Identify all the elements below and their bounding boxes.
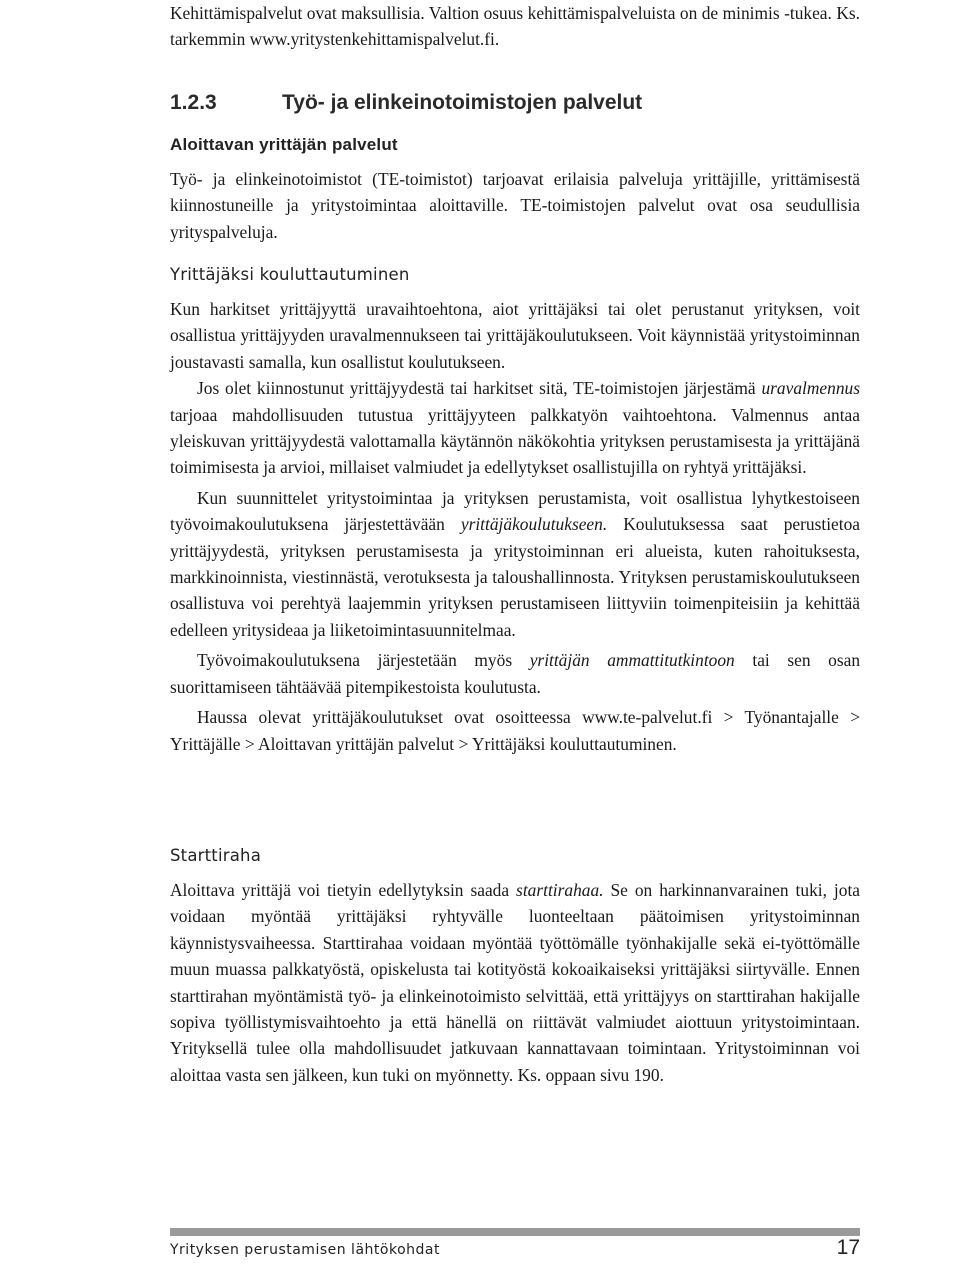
paragraph: Haussa olevat yrittäjäkoulutukset ovat osoitteessa www.te-palvelut.fi > Työnantajalle > Yrittäjälle > Aloittavan yrittäjän palvelut > Yrittäjäksi kouluttautuminen. xyxy=(170,707,860,754)
paragraph: Työvoimakoulutuksena järjestetään myös yrittäjän ammattitutkintoon tai sen osan suorittamiseen tähtäävää pitempikestoista koulutusta. xyxy=(170,650,861,697)
chapter-heading xyxy=(170,88,860,118)
paragraph: Kun suunnittelet yritystoimintaa ja yrityksen perustamista, voit osallistua lyhytkestoiseen työvoimakoulutuksena järjestettävään yrittäjäkoulutukseen. Koulutuksessa saat perustietoa yrittäjyydestä, yrityksen perustamisesta ja yritystoiminnan eri alueista, kuten rahoituksesta, markkinoinnista, viestinnästä, verotuksesta ja taloushallinnosta. Yrityksen perustamiskoulutukseen osallistuva voi perehtyä laajemmin yrityksen perustamiseen liittyviin toimenpiteisiin ja kehittää edelleen yritysideaa ja liiketoimintasuunnitelmaa. xyxy=(170,487,860,640)
section-heading: Starttiraha xyxy=(170,846,262,865)
section-aloittavan xyxy=(170,132,860,245)
chapter-number: 1.2.3 xyxy=(170,91,217,114)
paragraph: Kun harkitset yrittäjyyttä uravaihtoehtona, aiot yrittäjäksi tai olet perustanut yrityksen, voit osallistua yrittäjyyden uravalmennukseen tai yrittäjäkoulutukseen. Voit käynnistää yritystoiminnan joustavasti samalla, kun osallistut koulutukseen. xyxy=(170,299,860,372)
intro-text: Kehittämispalvelut ovat maksullisia. Valtion osuus kehittämispalveluista on de minimis -tukea. Ks. tarkemmin www.yritystenkehittamispalvelut.fi. xyxy=(170,3,860,50)
footer-rule xyxy=(170,1228,860,1236)
section-paragraph: Työ- ja elinkeinotoimistot (TE-toimistot) tarjoavat erilaisia palveluja yrittäjille, yrittämisestä kiinnostuneille ja yritystoimintaa aloittaville. TE-toimistojen palvelut ovat osa seudullisia yrityspalveluja. xyxy=(170,169,860,242)
emphasis: uravalmennus xyxy=(761,378,860,399)
section-starttiraha xyxy=(170,843,860,1088)
section-heading: Aloittavan yrittäjän palvelut xyxy=(170,135,398,154)
emphasis: yrittäjäkoulutukseen. xyxy=(460,514,608,535)
page-number: 17 xyxy=(836,1236,860,1259)
paragraph: Jos olet kiinnostunut yrittäjyydestä tai harkitset sitä, TE-toimistojen järjestämä uravalmennus tarjoaa mahdollisuuden tutustua yrittäjyyteen palkkatyön vaihtoehtona. Valmennus antaa yleiskuvan yrittäjyydestä valottamalla käytännön näkökohtia yrityksen perustamisesta ja yrittäjänä toimimisesta ja arvioi, millaiset valmiudet ja edellytykset osallistujilla on ryhtyä yrittäjäksi. xyxy=(170,378,860,478)
section-heading: Yrittäjäksi kouluttautuminen xyxy=(170,265,410,284)
section-kouluttautuminen xyxy=(170,262,860,757)
emphasis: starttirahaa. xyxy=(516,880,604,900)
intro-paragraph xyxy=(170,0,860,53)
paragraph: Aloittava yrittäjä voi tietyin edellytyksin saada starttirahaa. Se on harkinnanvarainen tuki, jota voidaan myöntää yrittäjäksi ryhtyvälle luonteeltaan päätoimisen yritystoiminnan käynnistysvaiheessa. Starttirahaa voidaan myöntää työttömälle työnhakijalle sekä ei-työttömälle muun muassa palkkatyöstä, opiskelusta tai kotityöstä kokoaikaiseksi yrittäjäksi siirtyvälle. Ennen starttirahan myöntämistä työ- ja elinkeinotoimisto selvittää, että yrittäjyys on starttirahan hakijalle sopiva työllistymisvaihtoehto ja että hänellä on riittävät valmiudet aiottuun yritystoimintaan. Yrityksellä tulee olla mahdollisuudet jatkuvaan kannattavaan toimintaan. Yritystoiminnan voi aloittaa vasta sen jälkeen, kun tuki on myönnetty. Ks. oppaan sivu 190. xyxy=(170,880,860,1085)
emphasis: yrittäjän ammattitutkintoon xyxy=(529,650,735,671)
chapter-title: Työ- ja elinkeinotoimistojen palvelut xyxy=(282,91,643,114)
footer-title: Yrityksen perustamisen lähtökohdat xyxy=(170,1242,440,1258)
